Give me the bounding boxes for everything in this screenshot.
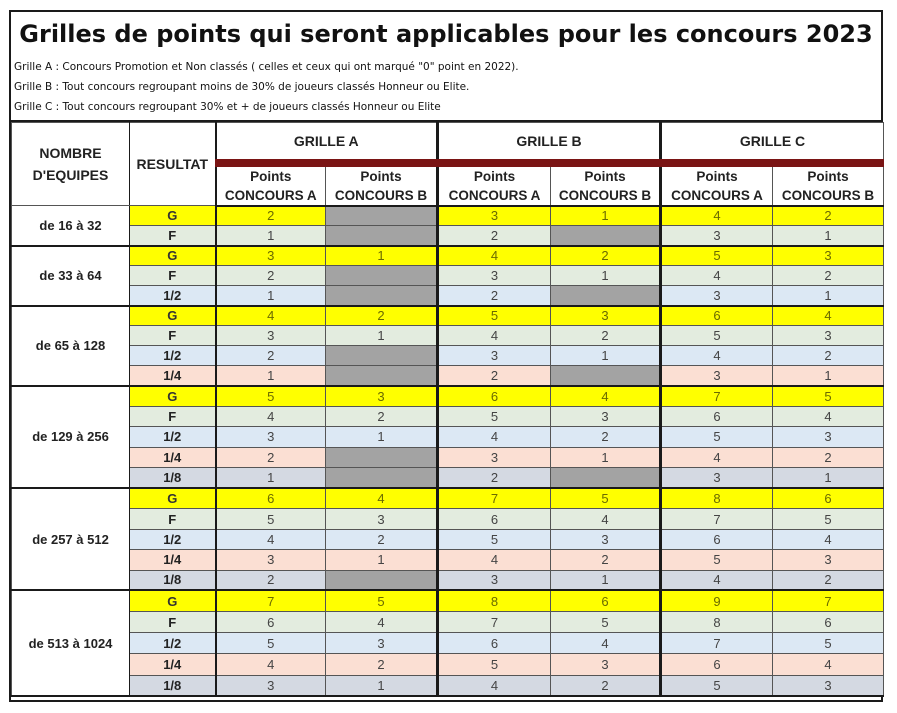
points-cell: 2 <box>773 206 884 226</box>
points-cell: 2 <box>773 447 884 468</box>
resultat-cell: F <box>130 406 216 427</box>
points-cell: 4 <box>438 427 551 448</box>
resultat-cell: G <box>130 488 216 508</box>
points-cell: 2 <box>551 246 661 266</box>
points-cell: 2 <box>326 529 438 549</box>
points-cell: 2 <box>216 266 326 286</box>
points-cell: 1 <box>326 246 438 266</box>
points-cell: 5 <box>438 406 551 427</box>
header-points-label: Points <box>250 168 292 184</box>
table-row <box>12 406 884 427</box>
title-box <box>11 12 881 122</box>
points-cell: 5 <box>661 550 773 570</box>
table-row <box>12 226 884 246</box>
points-cell: 3 <box>661 286 773 306</box>
empty-points-cell <box>326 226 438 246</box>
points-cell: 6 <box>661 529 773 549</box>
resultat-cell: G <box>130 206 216 226</box>
points-cell: 4 <box>216 406 326 427</box>
empty-points-cell <box>551 286 661 306</box>
resultat-cell: 1/4 <box>130 366 216 386</box>
header-grille-a-concours-a <box>216 163 326 206</box>
table-row <box>12 386 884 407</box>
points-cell: 4 <box>551 633 661 654</box>
points-cell: 2 <box>216 447 326 468</box>
table-row <box>12 509 884 529</box>
points-cell: 5 <box>773 509 884 529</box>
points-cell: 3 <box>773 550 884 570</box>
table-row <box>12 447 884 468</box>
empty-points-cell <box>326 447 438 468</box>
header-concours-label: CONCOURS A <box>671 187 763 203</box>
points-cell: 1 <box>326 326 438 346</box>
header-grille-c: GRILLE C <box>661 123 884 163</box>
resultat-cell: 1/2 <box>130 427 216 448</box>
points-cell: 4 <box>661 206 773 226</box>
header-grille-b-concours-a <box>438 163 551 206</box>
points-cell: 2 <box>551 427 661 448</box>
points-cell: 3 <box>551 654 661 675</box>
table-row <box>12 550 884 570</box>
points-cell: 2 <box>438 226 551 246</box>
points-cell: 1 <box>216 226 326 246</box>
grille-notes <box>14 57 519 117</box>
points-cell: 3 <box>216 326 326 346</box>
resultat-cell: 1/2 <box>130 346 216 366</box>
table-row <box>12 612 884 633</box>
resultat-cell: 1/4 <box>130 654 216 675</box>
points-cell: 1 <box>551 447 661 468</box>
points-cell: 1 <box>551 206 661 226</box>
table-row <box>12 529 884 549</box>
points-cell: 3 <box>216 675 326 696</box>
points-cell: 5 <box>551 612 661 633</box>
points-cell: 7 <box>438 488 551 508</box>
team-count-range: de 33 à 64 <box>12 246 130 306</box>
resultat-cell: G <box>130 246 216 266</box>
header-points-label: Points <box>360 168 402 184</box>
points-cell: 3 <box>773 326 884 346</box>
points-cell: 5 <box>661 675 773 696</box>
points-cell: 3 <box>326 509 438 529</box>
team-count-range: de 129 à 256 <box>12 386 130 489</box>
points-cell: 4 <box>661 570 773 590</box>
points-cell: 4 <box>216 654 326 675</box>
table-row <box>12 246 884 266</box>
points-cell: 1 <box>773 226 884 246</box>
points-cell: 6 <box>216 612 326 633</box>
points-cell: 7 <box>438 612 551 633</box>
header-grille-b-concours-b <box>551 163 661 206</box>
header-points-label: Points <box>696 168 738 184</box>
points-cell: 3 <box>326 633 438 654</box>
header-grille-b: GRILLE B <box>438 123 661 163</box>
points-cell: 7 <box>216 590 326 611</box>
points-cell: 8 <box>661 488 773 508</box>
header-concours-label: CONCOURS A <box>224 187 317 203</box>
header-concours-label: CONCOURS A <box>448 187 541 203</box>
header-points-label: Points <box>473 168 516 184</box>
points-cell: 5 <box>216 386 326 407</box>
points-cell: 3 <box>438 447 551 468</box>
header-concours-label: CONCOURS B <box>334 187 428 203</box>
resultat-cell: 1/8 <box>130 675 216 696</box>
table-row <box>12 427 884 448</box>
points-cell: 5 <box>326 590 438 611</box>
points-cell: 6 <box>438 633 551 654</box>
points-cell: 5 <box>773 386 884 407</box>
table-row <box>12 590 884 611</box>
points-cell: 2 <box>773 570 884 590</box>
points-cell: 2 <box>773 346 884 366</box>
points-cell: 5 <box>661 427 773 448</box>
points-cell: 2 <box>326 406 438 427</box>
empty-points-cell <box>326 286 438 306</box>
points-cell: 2 <box>438 286 551 306</box>
points-cell: 3 <box>551 529 661 549</box>
empty-points-cell <box>326 206 438 226</box>
points-cell: 6 <box>661 406 773 427</box>
points-cell: 5 <box>661 246 773 266</box>
points-cell: 3 <box>216 246 326 266</box>
team-count-range: de 16 à 32 <box>12 206 130 246</box>
points-cell: 7 <box>661 509 773 529</box>
header-grille-c-concours-a <box>661 163 773 206</box>
table-row <box>12 266 884 286</box>
points-cell: 4 <box>438 550 551 570</box>
resultat-cell: F <box>130 226 216 246</box>
points-cell: 1 <box>216 286 326 306</box>
points-cell: 4 <box>326 488 438 508</box>
points-cell: 4 <box>551 386 661 407</box>
points-cell: 6 <box>773 488 884 508</box>
header-nombre-line2: D'EQUIPES <box>32 167 109 183</box>
resultat-cell: 1/2 <box>130 529 216 549</box>
resultat-cell: F <box>130 509 216 529</box>
points-cell: 5 <box>661 326 773 346</box>
team-count-range: de 513 à 1024 <box>12 590 130 696</box>
points-cell: 3 <box>773 427 884 448</box>
points-cell: 3 <box>438 206 551 226</box>
points-cell: 7 <box>661 633 773 654</box>
points-cell: 5 <box>216 633 326 654</box>
points-cell: 3 <box>438 570 551 590</box>
header-points-label: Points <box>807 168 849 184</box>
points-cell: 3 <box>773 246 884 266</box>
points-cell: 1 <box>551 266 661 286</box>
table-body <box>12 206 884 697</box>
empty-points-cell <box>326 266 438 286</box>
points-cell: 7 <box>661 386 773 407</box>
points-cell: 4 <box>438 675 551 696</box>
points-cell: 5 <box>773 633 884 654</box>
resultat-cell: F <box>130 266 216 286</box>
points-cell: 3 <box>216 427 326 448</box>
points-cell: 5 <box>216 509 326 529</box>
table-row <box>12 306 884 326</box>
points-cell: 9 <box>661 590 773 611</box>
points-cell: 3 <box>661 468 773 489</box>
points-cell: 1 <box>326 675 438 696</box>
points-grid-document <box>9 10 883 702</box>
points-cell: 6 <box>661 654 773 675</box>
resultat-cell: G <box>130 306 216 326</box>
points-cell: 3 <box>438 266 551 286</box>
points-cell: 6 <box>216 488 326 508</box>
points-cell: 2 <box>551 550 661 570</box>
resultat-cell: G <box>130 590 216 611</box>
points-cell: 4 <box>438 326 551 346</box>
points-cell: 4 <box>216 306 326 326</box>
points-cell: 4 <box>661 447 773 468</box>
table-row <box>12 346 884 366</box>
resultat-cell: F <box>130 326 216 346</box>
points-cell: 3 <box>551 406 661 427</box>
points-cell: 1 <box>326 427 438 448</box>
table-row <box>12 366 884 386</box>
header-grille-a-concours-b <box>326 163 438 206</box>
points-cell: 6 <box>438 509 551 529</box>
points-cell: 1 <box>773 286 884 306</box>
table-row <box>12 654 884 675</box>
resultat-cell: 1/8 <box>130 570 216 590</box>
table-row <box>12 206 884 226</box>
empty-points-cell <box>326 570 438 590</box>
header-concours-label: CONCOURS B <box>558 187 652 203</box>
empty-points-cell <box>326 346 438 366</box>
points-cell: 5 <box>438 306 551 326</box>
resultat-cell: F <box>130 612 216 633</box>
points-cell: 3 <box>551 306 661 326</box>
points-cell: 2 <box>326 654 438 675</box>
points-cell: 5 <box>551 488 661 508</box>
empty-points-cell <box>326 366 438 386</box>
points-cell: 3 <box>326 386 438 407</box>
points-cell: 2 <box>773 266 884 286</box>
points-cell: 6 <box>773 612 884 633</box>
empty-points-cell <box>551 468 661 489</box>
header-nombre-line1: NOMBRE <box>39 145 102 161</box>
header-nombre-equipes <box>12 123 130 206</box>
resultat-cell: 1/4 <box>130 447 216 468</box>
points-cell: 4 <box>773 406 884 427</box>
points-cell: 6 <box>438 386 551 407</box>
table-row <box>12 286 884 306</box>
table-row <box>12 488 884 508</box>
points-cell: 2 <box>551 326 661 346</box>
points-cell: 4 <box>438 246 551 266</box>
table-row <box>12 633 884 654</box>
points-cell: 2 <box>216 346 326 366</box>
points-cell: 7 <box>773 590 884 611</box>
header-resultat: RESULTAT <box>130 123 216 206</box>
points-cell: 3 <box>773 675 884 696</box>
points-cell: 4 <box>661 346 773 366</box>
points-cell: 3 <box>661 226 773 246</box>
points-cell: 3 <box>661 366 773 386</box>
points-cell: 2 <box>216 570 326 590</box>
resultat-cell: 1/8 <box>130 468 216 489</box>
points-cell: 8 <box>438 590 551 611</box>
header-concours-label: CONCOURS B <box>781 187 875 203</box>
points-cell: 1 <box>773 468 884 489</box>
resultat-cell: 1/4 <box>130 550 216 570</box>
team-count-range: de 65 à 128 <box>12 306 130 386</box>
points-cell: 2 <box>551 675 661 696</box>
points-cell: 1 <box>551 570 661 590</box>
points-cell: 1 <box>216 468 326 489</box>
points-cell: 1 <box>326 550 438 570</box>
note-grille-c: Grille C : Tout concours regroupant 30% et + de joueurs classés Honneur ou Elite <box>14 101 441 113</box>
table-row <box>12 570 884 590</box>
header-grille-a: GRILLE A <box>216 123 438 163</box>
points-cell: 4 <box>773 529 884 549</box>
points-cell: 2 <box>216 206 326 226</box>
empty-points-cell <box>551 226 661 246</box>
page-title: Grilles de points qui seront applicables pour les concours 2023 <box>19 20 873 48</box>
points-cell: 5 <box>438 529 551 549</box>
table-row <box>12 326 884 346</box>
header-grille-c-concours-b <box>773 163 884 206</box>
points-cell: 4 <box>551 509 661 529</box>
points-cell: 5 <box>438 654 551 675</box>
points-cell: 4 <box>661 266 773 286</box>
header-points-label: Points <box>584 168 626 184</box>
note-grille-a: Grille A : Concours Promotion et Non classés ( celles et ceux qui ont marqué "0" point en 2022). <box>14 61 519 73</box>
empty-points-cell <box>551 366 661 386</box>
table-row <box>12 468 884 489</box>
resultat-cell: G <box>130 386 216 407</box>
team-count-range: de 257 à 512 <box>12 488 130 590</box>
points-cell: 2 <box>326 306 438 326</box>
points-cell: 6 <box>551 590 661 611</box>
points-cell: 3 <box>216 550 326 570</box>
points-cell: 4 <box>216 529 326 549</box>
points-cell: 4 <box>773 654 884 675</box>
points-cell: 1 <box>551 346 661 366</box>
points-cell: 2 <box>438 366 551 386</box>
points-cell: 3 <box>438 346 551 366</box>
points-cell: 4 <box>326 612 438 633</box>
resultat-cell: 1/2 <box>130 633 216 654</box>
points-cell: 6 <box>661 306 773 326</box>
note-grille-b: Grille B : Tout concours regroupant moins de 30% de joueurs classés Honneur ou Elite. <box>14 81 470 93</box>
points-cell: 1 <box>216 366 326 386</box>
resultat-cell: 1/2 <box>130 286 216 306</box>
points-cell: 4 <box>773 306 884 326</box>
points-cell: 1 <box>773 366 884 386</box>
points-cell: 2 <box>438 468 551 489</box>
empty-points-cell <box>326 468 438 489</box>
points-table <box>11 122 884 697</box>
points-cell: 8 <box>661 612 773 633</box>
table-row <box>12 675 884 696</box>
